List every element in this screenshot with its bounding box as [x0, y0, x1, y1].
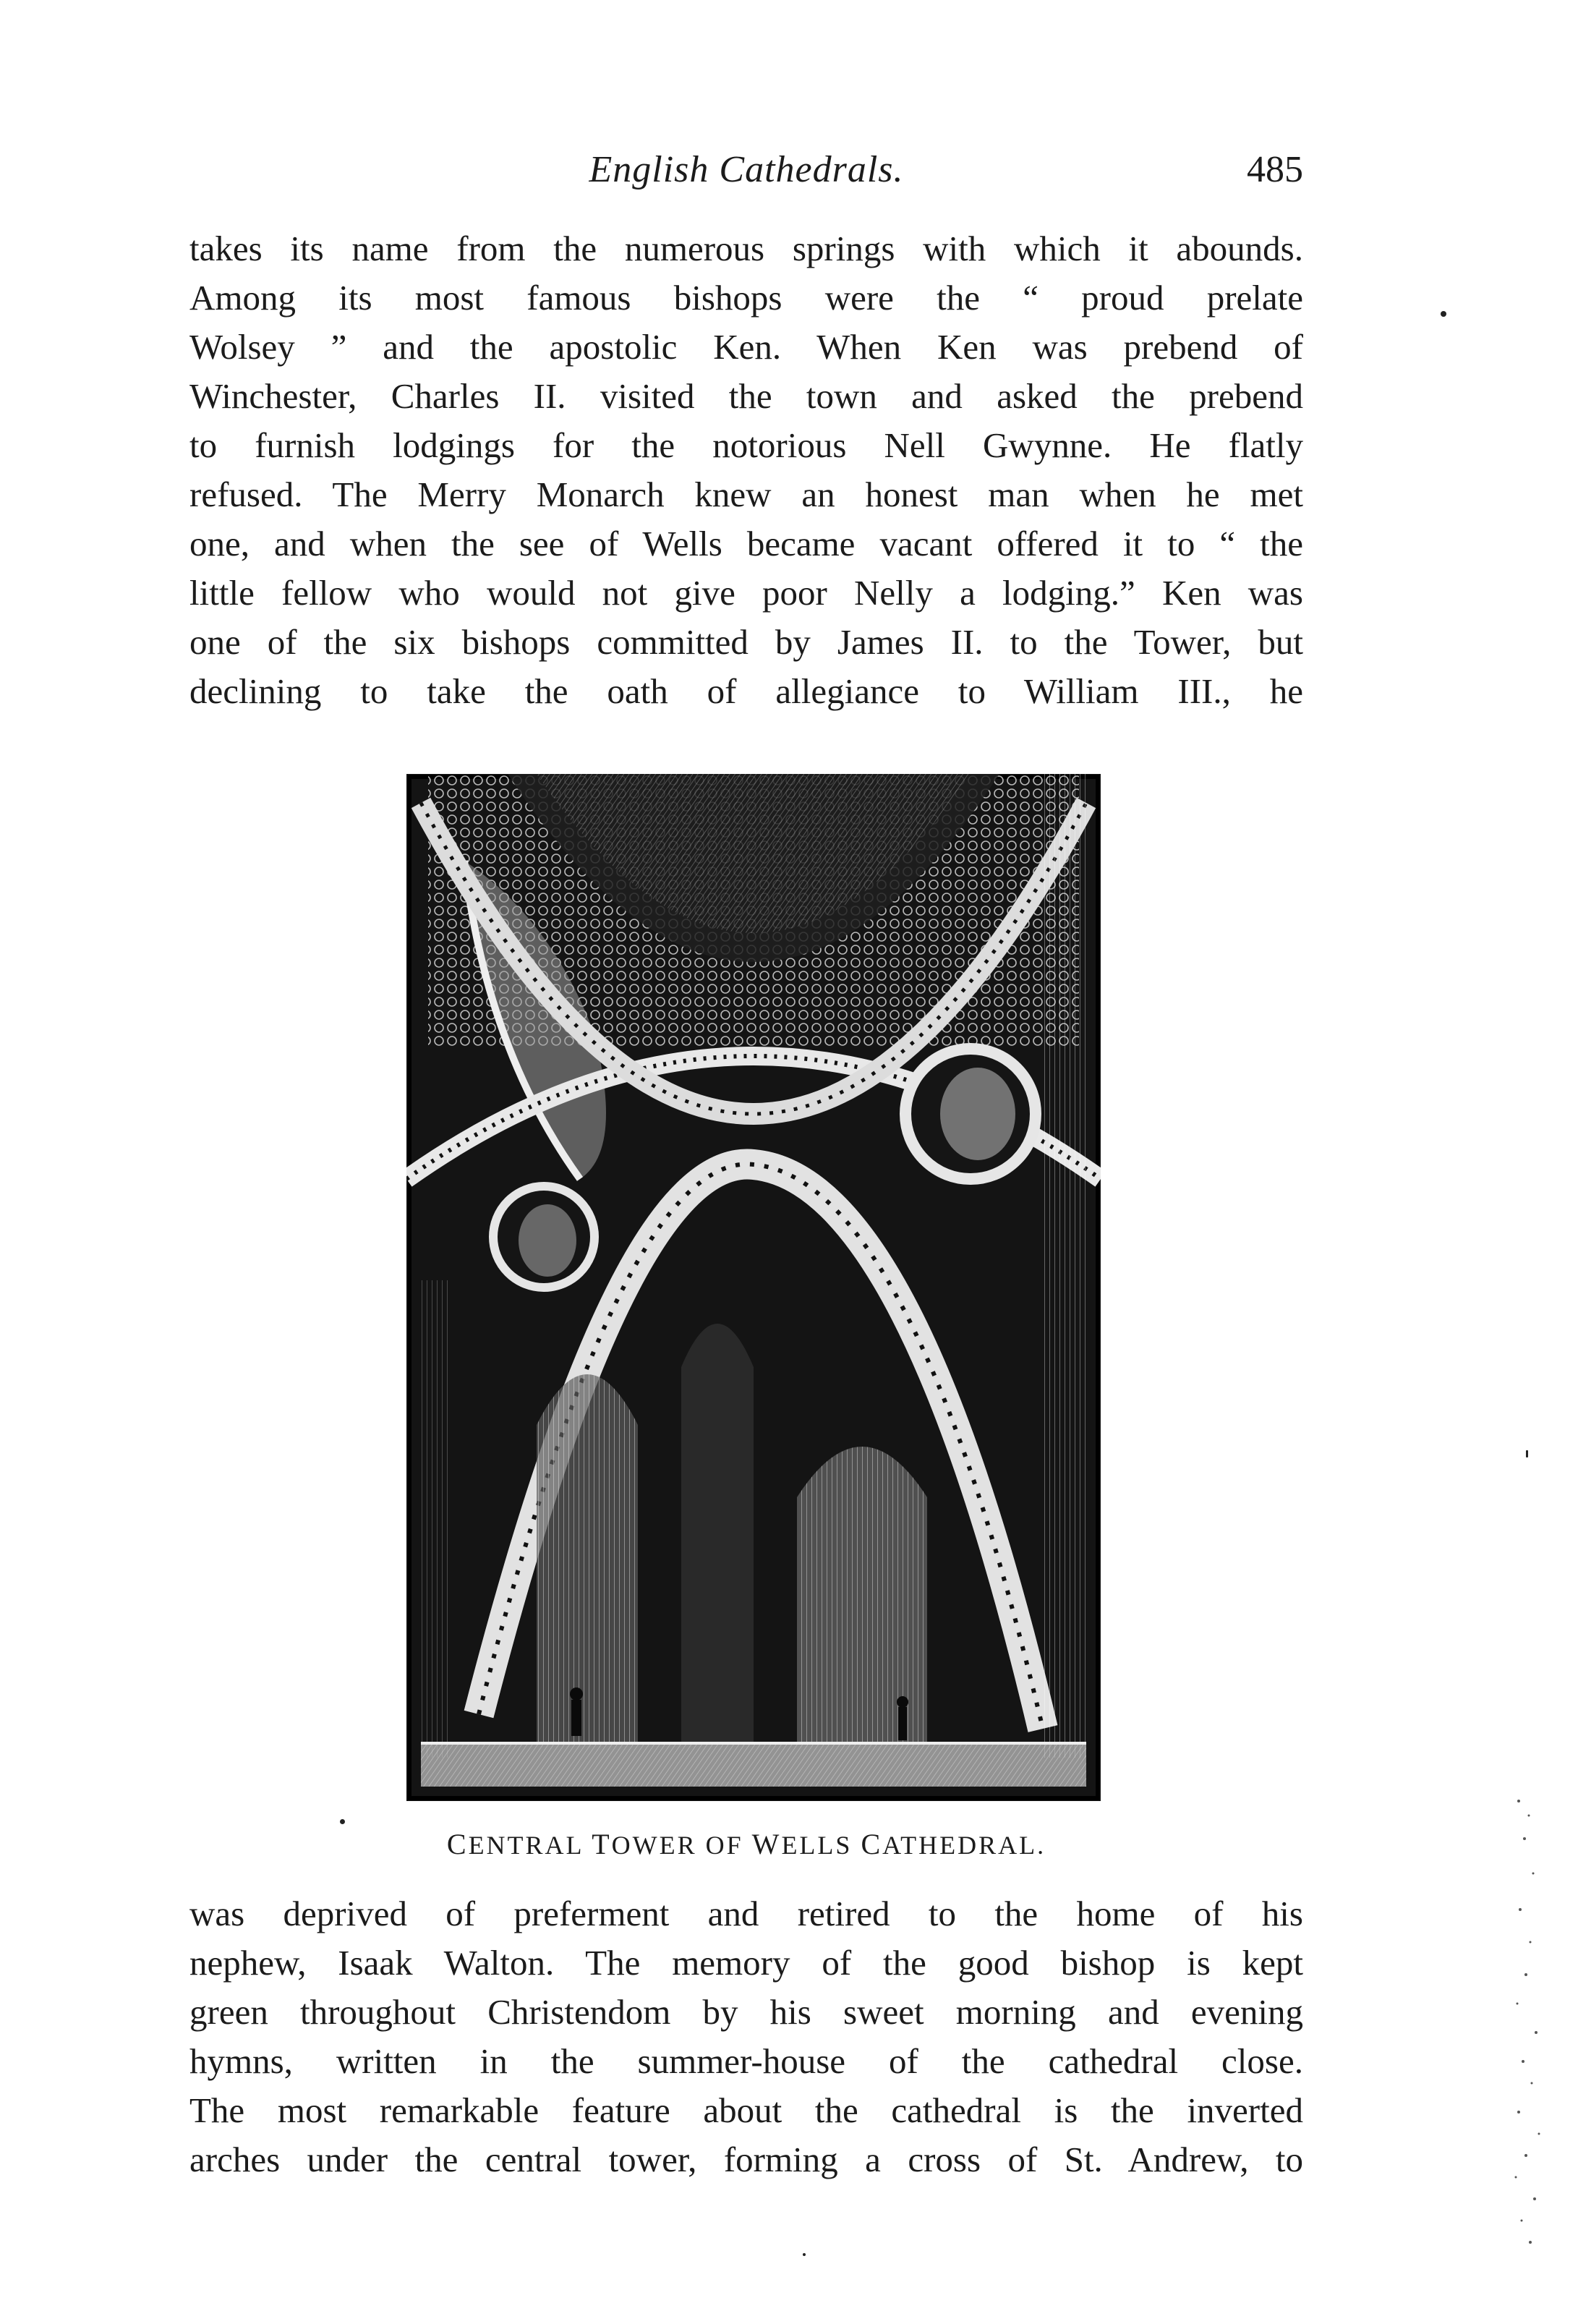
caption-word: OF	[705, 1831, 743, 1860]
engraving-illustration	[406, 774, 1101, 1801]
figure-caption	[189, 1823, 1303, 1867]
scan-edge-noise	[1504, 1794, 1555, 2257]
caption-word: CENTRAL	[446, 1828, 584, 1860]
text-line: hymns, written in the summer-house of the cathedral close.	[189, 2041, 1303, 2081]
paragraph-top	[189, 224, 1303, 716]
caption-word: CATHEDRAL.	[861, 1828, 1046, 1860]
text-line: was deprived of preferment and retired to the home of his	[189, 1894, 1303, 1933]
page-number: 485	[1247, 149, 1303, 190]
paragraph-bottom	[189, 1889, 1303, 2184]
running-title: English Cathedrals.	[589, 149, 904, 190]
text-line: one of the six bishops committed by James II. to the Tower, but	[189, 622, 1303, 662]
text-line: declining to take the oath of allegiance to William III., he	[189, 671, 1303, 711]
ink-speck	[1526, 1450, 1528, 1457]
caption-word: TOWER	[592, 1828, 697, 1860]
text-line: Wolsey ” and the apostolic Ken. When Ken was prebend of	[189, 327, 1303, 367]
text-line: arches under the central tower, forming a cross of St. Andrew, to	[189, 2140, 1303, 2179]
text-line: little fellow who would not give poor Nelly a lodging.” Ken was	[189, 573, 1303, 613]
caption-word: WELLS	[751, 1828, 853, 1860]
text-line: takes its name from the numerous springs with which it abounds.	[189, 229, 1303, 268]
ink-speck	[340, 1819, 345, 1824]
text-line: Among its most famous bishops were the “ proud prelate	[189, 278, 1303, 318]
text-line: green throughout Christendom by his sweet morning and evening	[189, 1992, 1303, 2032]
text-line: one, and when the see of Wells became vacant offered it to “ the	[189, 524, 1303, 563]
text-line: nephew, Isaak Walton. The memory of the good bishop is kept	[189, 1943, 1303, 1983]
text-line: Winchester, Charles II. visited the town and asked the prebend	[189, 376, 1303, 416]
text-line: refused. The Merry Monarch knew an honest man when he met	[189, 474, 1303, 514]
ink-speck	[803, 2253, 806, 2256]
ink-speck	[1441, 311, 1446, 317]
text-line: to furnish lodgings for the notorious Nell Gwynne. He flatly	[189, 425, 1303, 465]
text-line: The most remarkable feature about the cathedral is the inverted	[189, 2090, 1303, 2130]
cathedral-engraving	[406, 774, 1101, 1801]
running-head	[189, 145, 1303, 195]
